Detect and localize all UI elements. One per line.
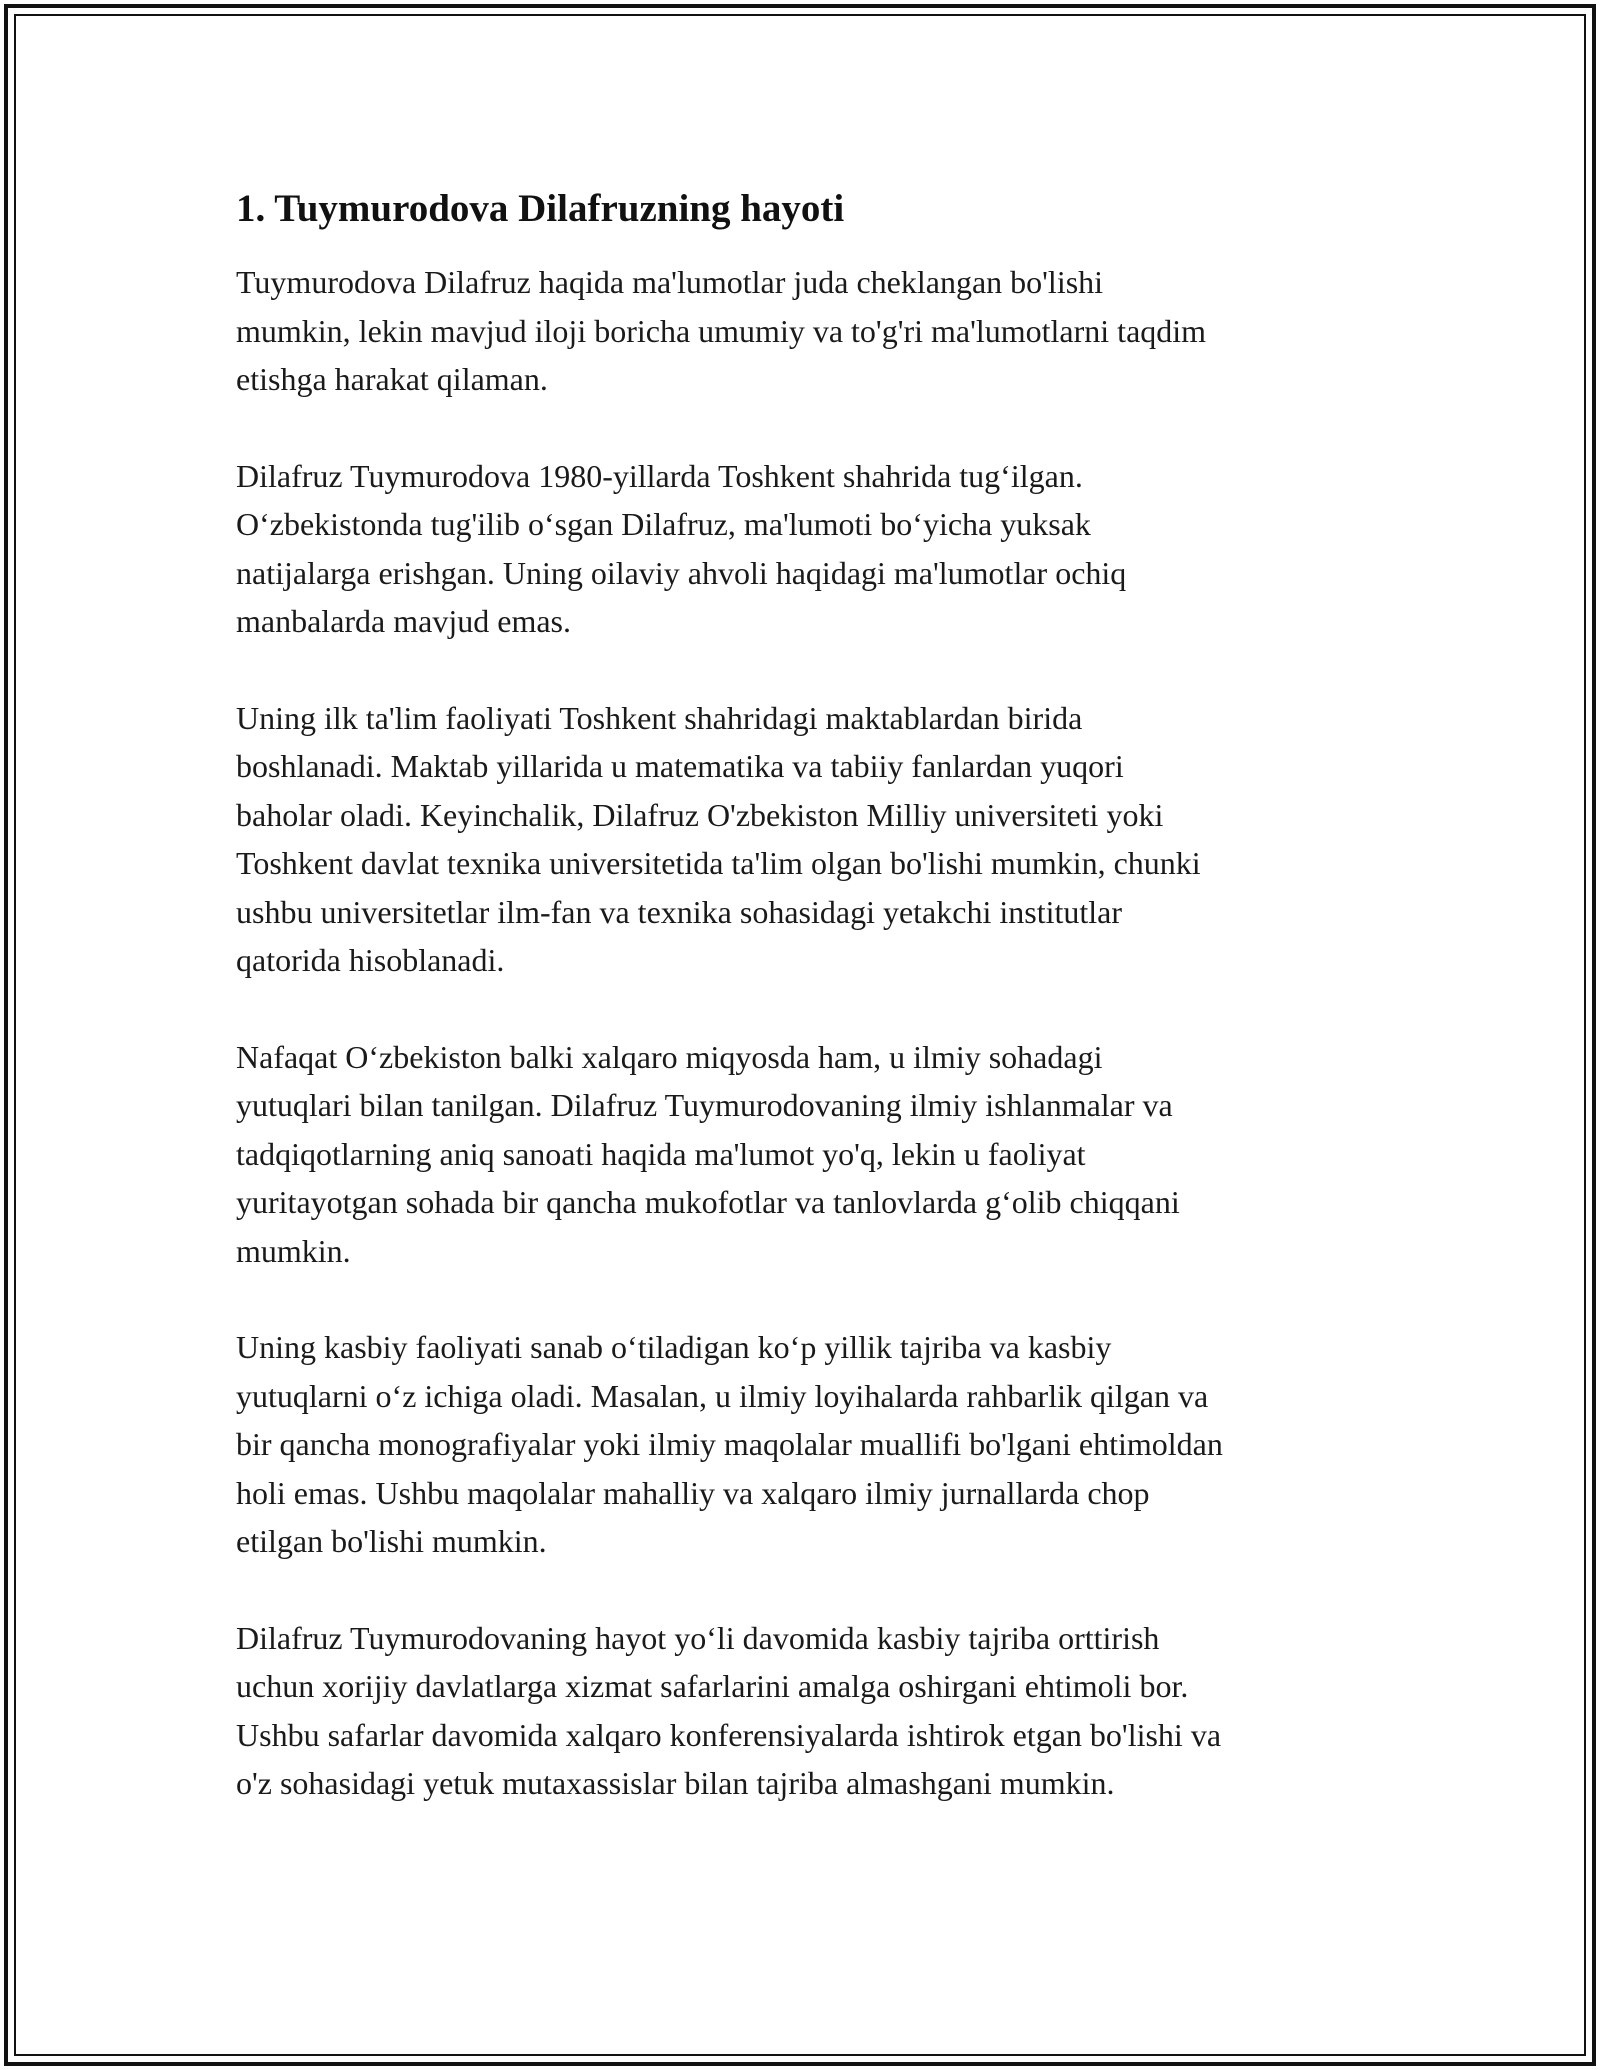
text-line: mumkin, lekin mavjud iloji boricha umumiy va to'g'ri ma'lumotlarni taqdim (236, 312, 1207, 349)
section-heading: 1. Tuymurodova Dilafruzning hayoti (236, 187, 845, 230)
text-line: qatorida hisoblanadi. (236, 942, 505, 978)
text-line: Nafaqat O‘zbekiston balki xalqaro miqyosda ham, u ilmiy sohadagi (236, 1038, 1103, 1075)
text-line: tadqiqotlarning aniq sanoati haqida ma'lumot yo'q, lekin u faoliyat (236, 1135, 1086, 1172)
text-line: bir qancha monografiyalar yoki ilmiy maqolalar muallifi bo'lgani ehtimoldan (236, 1426, 1223, 1462)
text-line: Uning ilk ta'lim faoliyati Toshkent shahridagi maktablardan birida (236, 699, 1083, 736)
document-body (236, 184, 1416, 1856)
text-line: etilgan bo'lishi mumkin. (236, 1523, 547, 1559)
paragraph-birth (236, 452, 1416, 646)
paragraph-intro (236, 258, 1416, 404)
text-line: Dilafruz Tuymurodovaning hayot yo‘li davomida kasbiy tajriba orttirish (236, 1619, 1160, 1656)
text-line: Ushbu safarlar davomida xalqaro konferensiyalarda ishtirok etgan bo'lishi va (236, 1716, 1222, 1753)
paragraph-achievements (236, 1033, 1416, 1276)
text-line: manbalarda mavjud emas. (236, 603, 571, 639)
paragraph-career (236, 1323, 1416, 1566)
text-line: Toshkent davlat texnika universitetida ta'lim olgan bo'lishi mumkin, chunki (236, 845, 1201, 881)
text-line: yutuqlarni o‘z ichiga oladi. Masalan, u ilmiy loyihalarda rahbarlik qilgan va (236, 1377, 1209, 1414)
text-line: ushbu universitetlar ilm-fan va texnika sohasidagi yetakchi institutlar (236, 893, 1122, 930)
text-line: boshlanadi. Maktab yillarida u matematika va tabiiy fanlardan yuqori (236, 748, 1124, 784)
text-line: natijalarga erishgan. Uning oilaviy ahvoli haqidagi ma'lumotlar ochiq (236, 554, 1127, 591)
text-line: baholar oladi. Keyinchalik, Dilafruz O'zbekiston Milliy universiteti yoki (236, 796, 1164, 833)
text-line: uchun xorijiy davlatlarga xizmat safarlarini amalga oshirgani ehtimoli bor. (236, 1668, 1189, 1704)
text-line: yutuqlari bilan tanilgan. Dilafruz Tuymurodovaning ilmiy ishlanmalar va (236, 1087, 1173, 1123)
paragraph-education (236, 694, 1416, 985)
text-line: o'z sohasidagi yetuk mutaxassislar bilan tajriba almashgani mumkin. (236, 1765, 1115, 1801)
text-line: O‘zbekistonda tug'ilib o‘sgan Dilafruz, ma'lumoti bo‘yicha yuksak (236, 506, 1091, 542)
text-line: holi emas. Ushbu maqolalar mahalliy va xalqaro ilmiy jurnallarda chop (236, 1474, 1150, 1511)
text-line: Uning kasbiy faoliyati sanab o‘tiladigan ko‘p yillik tajriba va kasbiy (236, 1329, 1112, 1365)
text-line: Tuymurodova Dilafruz haqida ma'lumotlar juda cheklangan bo'lishi (236, 264, 1104, 300)
text-line: etishga harakat qilaman. (236, 361, 548, 397)
text-line: Dilafruz Tuymurodova 1980-yillarda Toshkent shahrida tug‘ilgan. (236, 457, 1083, 494)
text-line: yuritayotgan sohada bir qancha mukofotlar va tanlovlarda g‘olib chiqqani (236, 1184, 1180, 1220)
paragraph-travel (236, 1614, 1416, 1808)
text-line: mumkin. (236, 1232, 351, 1269)
